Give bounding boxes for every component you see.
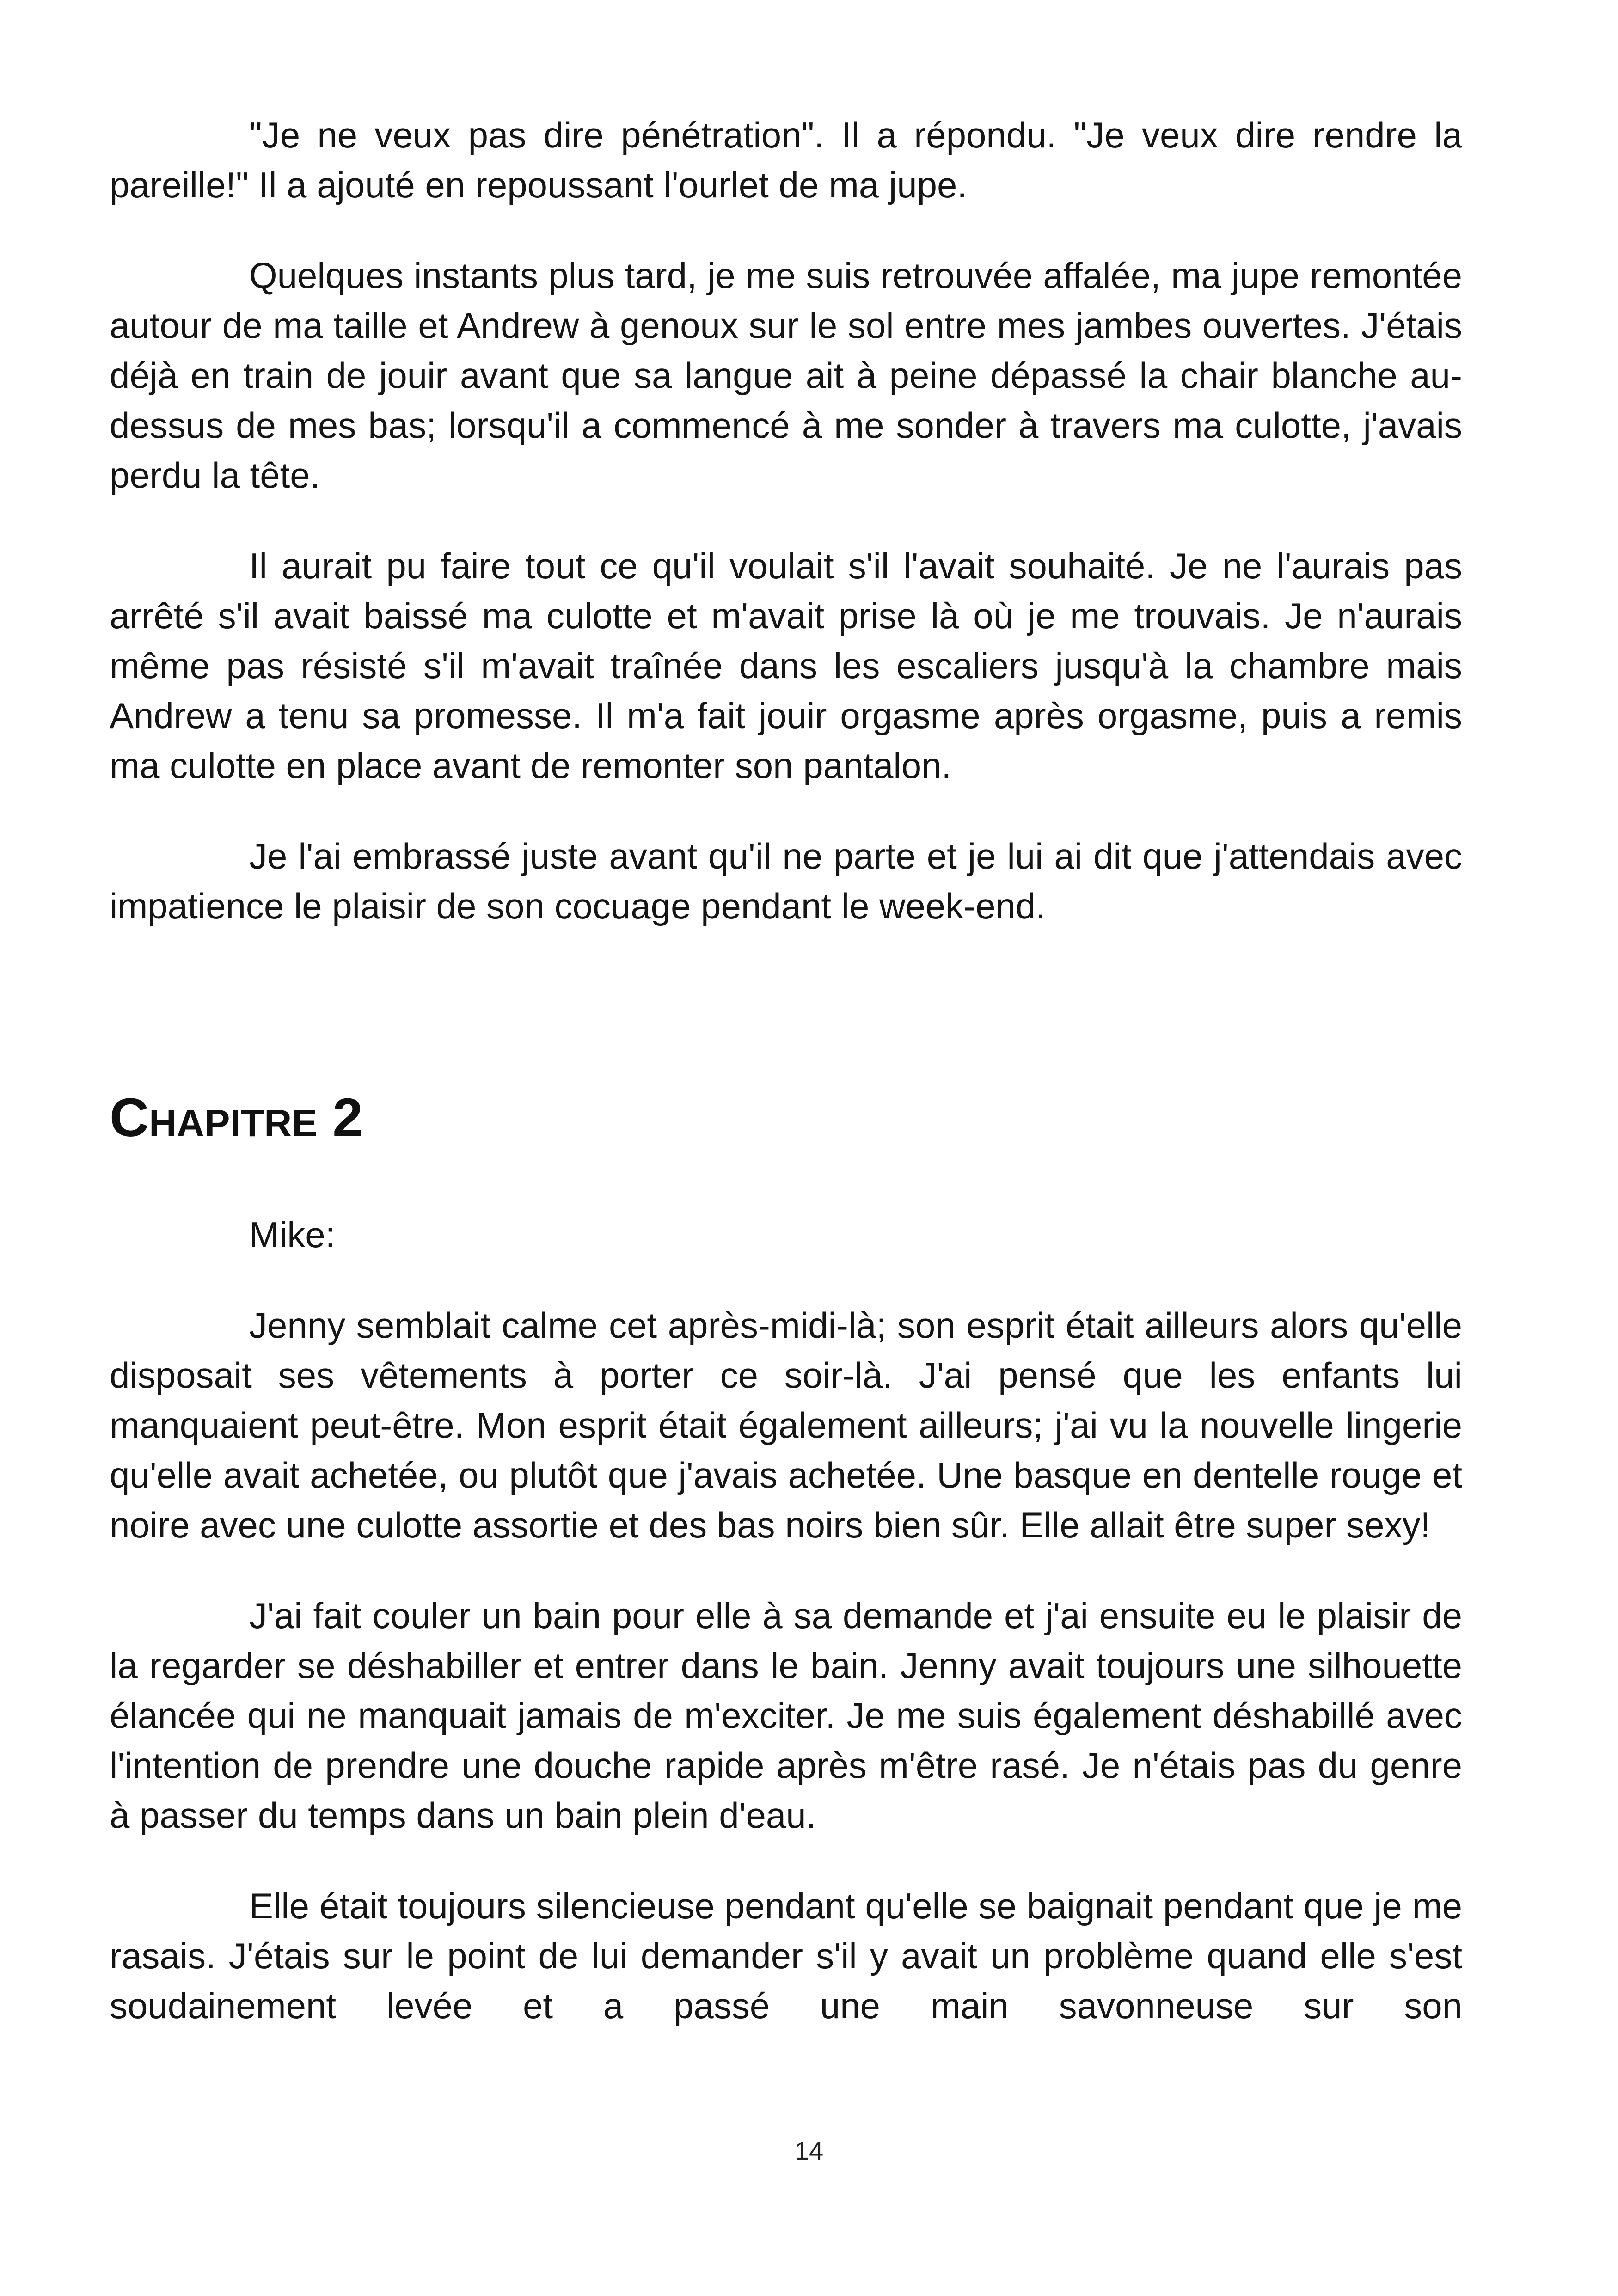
- paragraph: Elle était toujours silencieuse pendant qu'elle se baignait pendant que je me rasais. J'étais sur le point de lui demander s'il y avait un problème quand elle s'est soudainement levée et a passé une main savonneuse sur son: [110, 1886, 1462, 2026]
- bottom-text-block: [110, 1210, 1462, 2031]
- paragraph: Il aurait pu faire tout ce qu'il voulait s'il l'avait souhaité. Je ne l'aurais pas arrêté s'il avait baissé ma culotte et m'avait prise là où je me trouvais. Je n'aurais même pas résisté s'il m'avait traînée dans les escaliers jusqu'à la chambre mais Andrew a tenu sa promesse. Il m'a fait jouir orgasme après orgasme, puis a remis ma culotte en place avant de remonter son pantalon.: [110, 545, 1462, 786]
- speaker-label: Mike:: [249, 1214, 336, 1255]
- chapter-title: Chapitre 2: [110, 1087, 363, 1148]
- paragraph: Quelques instants plus tard, je me suis retrouvée affalée, ma jupe remontée autour de ma taille et Andrew à genoux sur le sol entre mes jambes ouvertes. J'étais déjà en train de jouir avant que sa langue ait à peine dépassé la chair blanche au-dessus de mes bas; lorsqu'il a commencé à me sonder à travers ma culotte, j'avais perdu la tête.: [110, 255, 1462, 496]
- top-text-block: [110, 110, 1462, 931]
- paragraph: J'ai fait couler un bain pour elle à sa demande et j'ai ensuite eu le plaisir de la regarder se déshabiller et entrer dans le bain. Jenny avait toujours une silhouette élancée qui ne manquait jamais de m'exciter. Je me suis également déshabillé avec l'intention de prendre une douche rapide après m'être rasé. Je n'étais pas du genre à passer du temps dans un bain plein d'eau.: [110, 1595, 1462, 1836]
- page-number: 14: [794, 2136, 824, 2165]
- paragraph: "Je ne veux pas dire pénétration". Il a répondu. "Je veux dire rendre la pareille!" Il a ajouté en repoussant l'ourlet de ma jupe.: [110, 115, 1462, 205]
- paragraph: Jenny semblait calme cet après-midi-là; son esprit était ailleurs alors qu'elle disposait ses vêtements à porter ce soir-là. J'ai pensé que les enfants lui manquaient peut-être. Mon esprit était également ailleurs; j'ai vu la nouvelle lingerie qu'elle avait achetée, ou plutôt que j'avais achetée. Une basque en dentelle rouge et noire avec une culotte assortie et des bas noirs bien sûr. Elle allait être super sexy!: [110, 1305, 1462, 1545]
- paragraph: Je l'ai embrassé juste avant qu'il ne parte et je lui ai dit que j'attendais avec impatience le plaisir de son cocuage pendant le week-end.: [110, 836, 1462, 926]
